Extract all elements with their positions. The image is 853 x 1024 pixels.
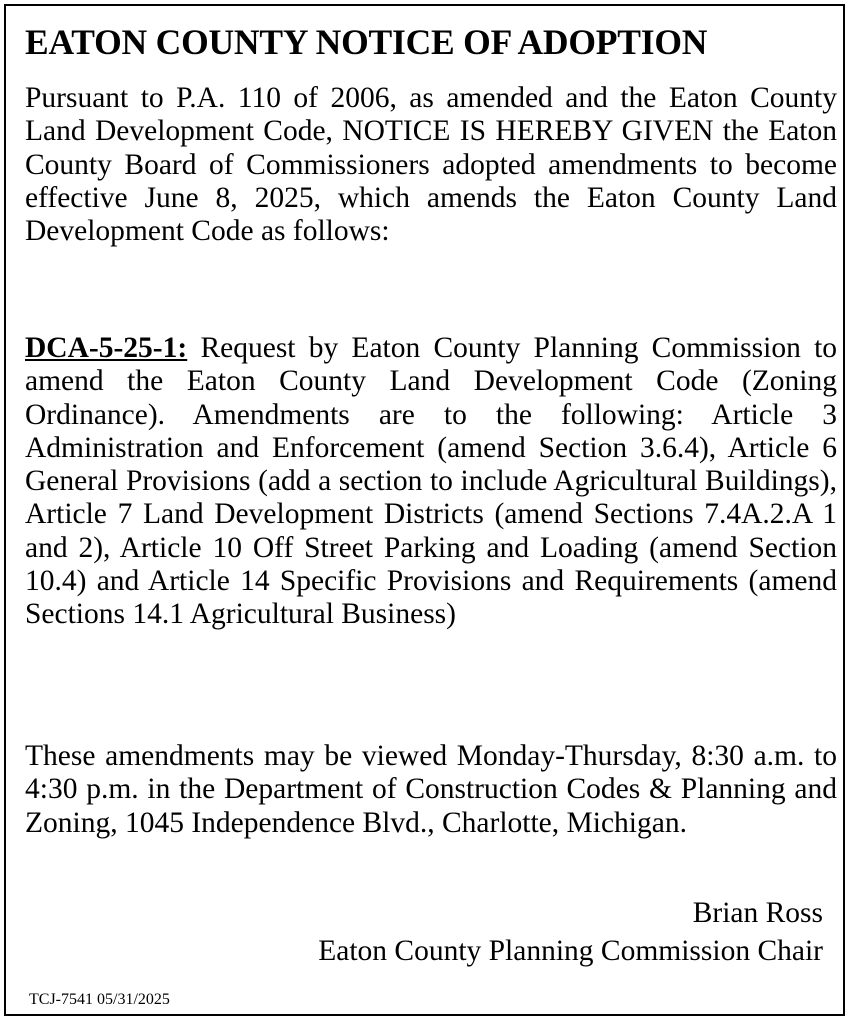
legal-notice-box [4,4,845,1016]
viewing-info-paragraph: These amendments may be viewed Monday-Thursday, 8:30 a.m. to 4:30 p.m. in the Department of Construction Codes & Planning and Zoning, 1045 Independence Blvd., Charlotte, Michigan. [25,740,837,839]
amendment-paragraph [25,332,837,632]
signature-name: Brian Ross [692,897,823,929]
intro-paragraph: Pursuant to P.A. 110 of 2006, as amended and the Eaton County Land Development Code, NOTICE IS HEREBY GIVEN the Eaton County Board of Commissioners adopted amendments to become effective June 8, 2025, which amends the Eaton County Land Development Code as follows: [25,82,837,248]
amendment-body: Request by Eaton County Planning Commission to amend the Eaton County Land Development Code (Zoning Ordinance). Amendments are to the following: Article 3 Administration and Enforcement (amend Section 3.6.4), Article 6 General Provisions (add a section to include Agricultural Buildings), Article 7 Land Development Districts (amend Sections 7.4A.2.A 1 and 2), Article 10 Off Street Parking and Loading (amend Section 10.4) and Article 14 Specific Provisions and Requirements (amend Sections 14.1 Agricultural Business) [25,332,838,631]
amendment-reference: DCA-5-25-1: [25,332,188,364]
notice-title: EATON COUNTY NOTICE OF ADOPTION [25,22,708,62]
signature-title: Eaton County Planning Commission Chair [318,935,823,967]
publication-footer: TCJ-7541 05/31/2025 [29,991,170,1008]
